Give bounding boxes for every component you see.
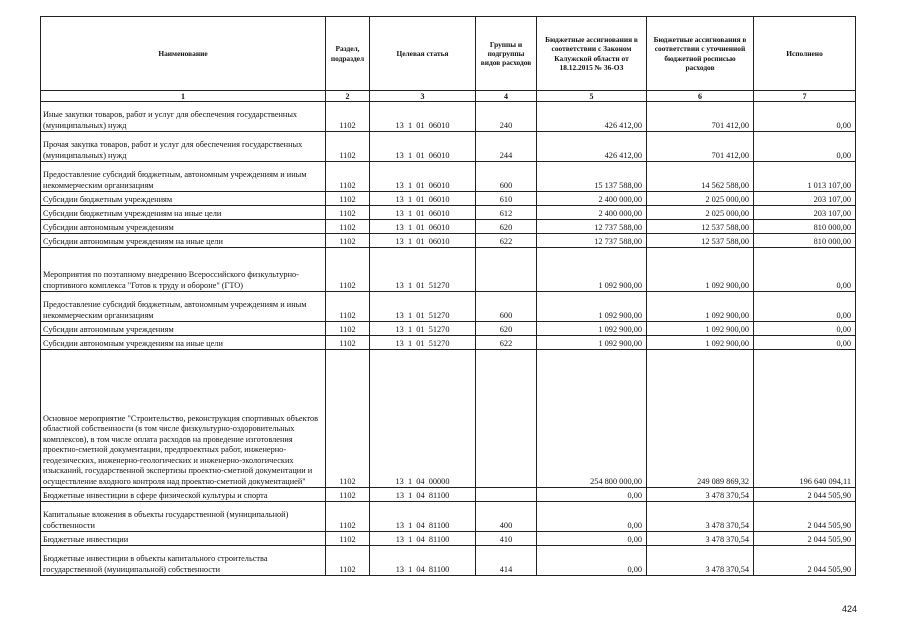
row-law-budget: 0,00 <box>537 488 647 502</box>
row-expense-group: 612 <box>476 206 537 220</box>
table-row <box>41 102 856 132</box>
header-section: Раздел, подраздел <box>326 17 370 91</box>
table-row <box>41 234 856 248</box>
row-target-article: 13 1 04 81100 <box>370 532 476 546</box>
row-law-budget: 1 092 900,00 <box>537 248 647 292</box>
row-name: Иные закупки товаров, работ и услуг для обеспечения государственных (муниципальных) нужд <box>41 102 326 132</box>
row-section: 1102 <box>326 488 370 502</box>
row-expense-group: 620 <box>476 220 537 234</box>
row-target-article: 13 1 01 06010 <box>370 132 476 162</box>
row-section: 1102 <box>326 322 370 336</box>
row-expense-group: 240 <box>476 102 537 132</box>
row-section: 1102 <box>326 248 370 292</box>
row-refined-budget: 2 025 000,00 <box>647 206 754 220</box>
table-row <box>41 162 856 192</box>
budget-table <box>40 16 856 576</box>
column-number: 2 <box>326 91 370 102</box>
row-section: 1102 <box>326 350 370 488</box>
row-law-budget: 426 412,00 <box>537 102 647 132</box>
row-expense-group <box>476 350 537 488</box>
header-target-article: Целевая статья <box>370 17 476 91</box>
row-refined-budget: 12 537 588,00 <box>647 220 754 234</box>
row-expense-group <box>476 248 537 292</box>
row-refined-budget: 1 092 900,00 <box>647 322 754 336</box>
row-section: 1102 <box>326 502 370 532</box>
header-executed: Исполнено <box>754 17 856 91</box>
row-refined-budget: 701 412,00 <box>647 102 754 132</box>
row-expense-group: 244 <box>476 132 537 162</box>
row-name: Субсидии автономным учреждениям <box>41 322 326 336</box>
row-target-article: 13 1 01 06010 <box>370 102 476 132</box>
row-name: Капитальные вложения в объекты государственной (муниципальной) собственности <box>41 502 326 532</box>
row-law-budget: 426 412,00 <box>537 132 647 162</box>
row-name: Предоставление субсидий бюджетным, автономным учреждениям и иным некоммерческим организациям <box>41 162 326 192</box>
row-law-budget: 254 800 000,00 <box>537 350 647 488</box>
table-row <box>41 532 856 546</box>
row-executed: 203 107,00 <box>754 192 856 206</box>
row-expense-group: 600 <box>476 292 537 322</box>
row-target-article: 13 1 01 51270 <box>370 336 476 350</box>
row-refined-budget: 2 025 000,00 <box>647 192 754 206</box>
row-executed: 0,00 <box>754 132 856 162</box>
row-target-article: 13 1 01 51270 <box>370 248 476 292</box>
row-law-budget: 12 737 588,00 <box>537 234 647 248</box>
document-page <box>40 16 855 576</box>
header-expense-groups: Группы и подгруппы видов расходов <box>476 17 537 91</box>
table-row <box>41 502 856 532</box>
row-name: Субсидии автономным учреждениям на иные цели <box>41 234 326 248</box>
row-expense-group: 600 <box>476 162 537 192</box>
row-target-article: 13 1 01 06010 <box>370 206 476 220</box>
row-refined-budget: 12 537 588,00 <box>647 234 754 248</box>
row-executed: 810 000,00 <box>754 234 856 248</box>
table-row <box>41 322 856 336</box>
row-target-article: 13 1 01 06010 <box>370 192 476 206</box>
row-target-article: 13 1 01 06010 <box>370 162 476 192</box>
row-law-budget: 2 400 000,00 <box>537 206 647 220</box>
row-section: 1102 <box>326 336 370 350</box>
header-refined-budget: Бюджетные ассигнования в соответствии с уточненной бюджетной росписью расходов <box>647 17 754 91</box>
table-row <box>41 546 856 576</box>
row-refined-budget: 3 478 370,54 <box>647 488 754 502</box>
row-expense-group: 410 <box>476 532 537 546</box>
row-name: Основное мероприятие "Строительство, реконструкция спортивных объектов областной собственности (в том числе физкультурно-оздоровительных комплексов), в том числе оплата расходов на проведение изготовления проектно-сметной документации, предпроектных работ, инженерно-геодезических, инженерно-геологических и инженерно-экологических изысканий, государственной экспертизы проектно-сметной документации и осуществление входного контроля над проектно-сметной документацией" <box>41 350 326 488</box>
row-refined-budget: 249 089 869,32 <box>647 350 754 488</box>
header-law-budget: Бюджетные ассигнования в соответствии с Законом Калужской области от 18.12.2015 № 36-ОЗ <box>537 17 647 91</box>
row-law-budget: 1 092 900,00 <box>537 292 647 322</box>
header-name: Наименование <box>41 17 326 91</box>
table-row <box>41 350 856 488</box>
row-expense-group <box>476 488 537 502</box>
row-target-article: 13 1 04 81100 <box>370 546 476 576</box>
table-row <box>41 192 856 206</box>
row-expense-group: 400 <box>476 502 537 532</box>
row-expense-group: 622 <box>476 336 537 350</box>
row-law-budget: 1 092 900,00 <box>537 322 647 336</box>
row-refined-budget: 3 478 370,54 <box>647 502 754 532</box>
table-row <box>41 292 856 322</box>
row-law-budget: 0,00 <box>537 502 647 532</box>
row-name: Бюджетные инвестиции в сфере физической культуры и спорта <box>41 488 326 502</box>
row-name: Субсидии бюджетным учреждениям <box>41 192 326 206</box>
row-section: 1102 <box>326 546 370 576</box>
column-number: 6 <box>647 91 754 102</box>
row-executed: 810 000,00 <box>754 220 856 234</box>
row-target-article: 13 1 04 81100 <box>370 502 476 532</box>
row-name: Мероприятия по поэтапному внедрению Всероссийского физкультурно-спортивного комплекса "Готов к труду и обороне" (ГТО) <box>41 248 326 292</box>
row-refined-budget: 3 478 370,54 <box>647 546 754 576</box>
column-number: 5 <box>537 91 647 102</box>
row-executed: 2 044 505,90 <box>754 546 856 576</box>
row-executed: 2 044 505,90 <box>754 532 856 546</box>
row-name: Бюджетные инвестиции в объекты капитального строительства государственной (муниципальной) собственности <box>41 546 326 576</box>
row-target-article: 13 1 04 81100 <box>370 488 476 502</box>
row-executed: 0,00 <box>754 322 856 336</box>
row-name: Бюджетные инвестиции <box>41 532 326 546</box>
row-section: 1102 <box>326 162 370 192</box>
row-section: 1102 <box>326 206 370 220</box>
row-expense-group: 620 <box>476 322 537 336</box>
row-refined-budget: 1 092 900,00 <box>647 292 754 322</box>
table-body <box>41 102 856 576</box>
row-target-article: 13 1 01 06010 <box>370 220 476 234</box>
row-refined-budget: 1 092 900,00 <box>647 248 754 292</box>
table-row <box>41 248 856 292</box>
row-refined-budget: 14 562 588,00 <box>647 162 754 192</box>
row-law-budget: 0,00 <box>537 546 647 576</box>
row-law-budget: 1 092 900,00 <box>537 336 647 350</box>
row-executed: 0,00 <box>754 248 856 292</box>
row-section: 1102 <box>326 234 370 248</box>
row-law-budget: 0,00 <box>537 532 647 546</box>
row-executed: 0,00 <box>754 336 856 350</box>
row-section: 1102 <box>326 292 370 322</box>
column-number-row <box>41 91 856 102</box>
row-refined-budget: 1 092 900,00 <box>647 336 754 350</box>
row-law-budget: 15 137 588,00 <box>537 162 647 192</box>
row-expense-group: 610 <box>476 192 537 206</box>
row-refined-budget: 701 412,00 <box>647 132 754 162</box>
row-executed: 1 013 107,00 <box>754 162 856 192</box>
row-executed: 0,00 <box>754 292 856 322</box>
row-target-article: 13 1 01 51270 <box>370 322 476 336</box>
column-number: 1 <box>41 91 326 102</box>
row-target-article: 13 1 04 00000 <box>370 350 476 488</box>
row-name: Предоставление субсидий бюджетным, автономным учреждениям и иным некоммерческим организациям <box>41 292 326 322</box>
row-executed: 196 640 094,11 <box>754 350 856 488</box>
table-row <box>41 206 856 220</box>
row-section: 1102 <box>326 220 370 234</box>
row-name: Субсидии автономным учреждениям <box>41 220 326 234</box>
table-row <box>41 220 856 234</box>
row-section: 1102 <box>326 532 370 546</box>
column-number: 4 <box>476 91 537 102</box>
row-section: 1102 <box>326 102 370 132</box>
row-section: 1102 <box>326 132 370 162</box>
row-refined-budget: 3 478 370,54 <box>647 532 754 546</box>
row-name: Прочая закупка товаров, работ и услуг для обеспечения государственных (муниципальных) нужд <box>41 132 326 162</box>
table-row <box>41 336 856 350</box>
row-law-budget: 2 400 000,00 <box>537 192 647 206</box>
row-executed: 0,00 <box>754 102 856 132</box>
page-number: 424 <box>841 604 857 614</box>
row-target-article: 13 1 01 06010 <box>370 234 476 248</box>
row-law-budget: 12 737 588,00 <box>537 220 647 234</box>
row-name: Субсидии бюджетным учреждениям на иные цели <box>41 206 326 220</box>
row-section: 1102 <box>326 192 370 206</box>
table-row <box>41 132 856 162</box>
table-row <box>41 488 856 502</box>
row-target-article: 13 1 01 51270 <box>370 292 476 322</box>
header-row <box>41 17 856 91</box>
column-number: 3 <box>370 91 476 102</box>
row-executed: 203 107,00 <box>754 206 856 220</box>
row-expense-group: 622 <box>476 234 537 248</box>
row-executed: 2 044 505,90 <box>754 488 856 502</box>
column-number: 7 <box>754 91 856 102</box>
row-name: Субсидии автономным учреждениям на иные цели <box>41 336 326 350</box>
row-executed: 2 044 505,90 <box>754 502 856 532</box>
row-expense-group: 414 <box>476 546 537 576</box>
